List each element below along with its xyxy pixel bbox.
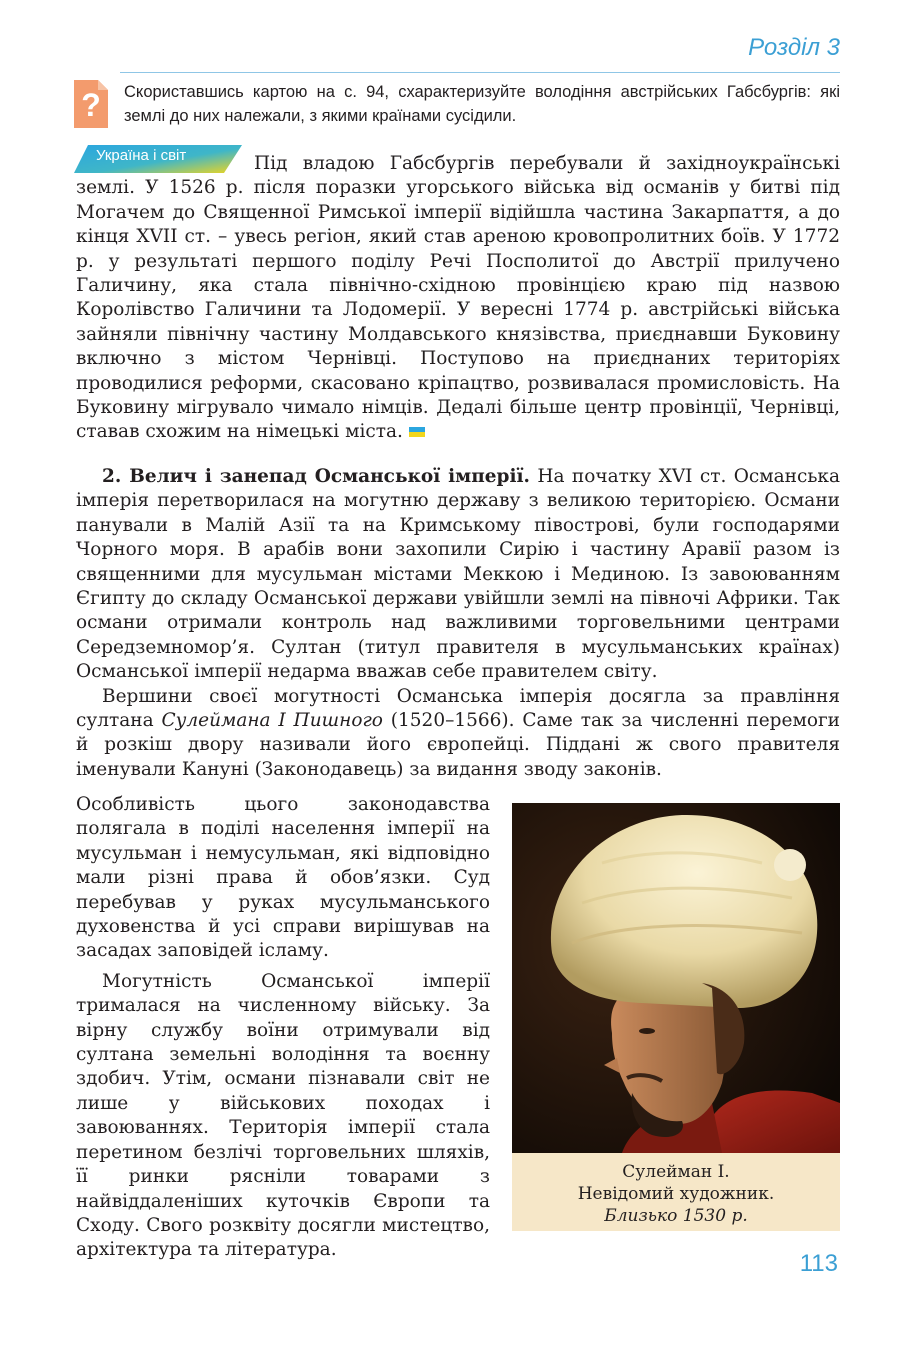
section-paragraph-2-end: (1520–1566). Саме так за численні перемоги й розкіш двору називали його європейці. Піддані ж свого правителя іменували Кануні (Законодавець) за видання зводу законів. <box>76 710 840 780</box>
ukraine-world-text: Під владою Габсбургів перебували й західноукраїнські землі. У 1526 р. після поразки угорського війська від османів у битві під Могачем до Священної Римської імперії відійшла частина Закарпаття, а до кінця XVII ст. – увесь регіон, який став ареною кровопролитних боїв. У 1772 р. у результаті першого поділу Речі Посполитої до Австрії прилучено Галичину, яка стала північно-східною провінцією краю під назвою Королівство Галичини та Лодомерії. У вересні 1774 р. австрійські війська зайняли північну частину Молдавського князівства, приєднавши Буковину включно з містом Чернівці. Поступово на приєднаних територіях проводилися реформи, скасовано кріпацтво, розвивалася промисловість. На Буковину мігрувало чимало німців. Дедалі більше центр провінції, Чернівці, ставав схожим на німецькі міста. <box>76 153 840 443</box>
portrait-caption <box>512 1153 840 1231</box>
question-mark-icon <box>72 78 110 130</box>
page-number: 113 <box>799 1250 838 1277</box>
sultan-name: Сулеймана I Пишного <box>161 710 383 732</box>
chapter-label: Розділ 3 <box>748 34 840 61</box>
section-paragraph-2-continued: Особливість цього законодавства полягала в поділі населення імперії на мусульман і немусульман, які відповідно мали різні права й обов’язки. Суд перебував у руках мусульманського духовенства й усі справи вирішував на засадах заповідей ісламу. <box>76 794 490 962</box>
section-paragraph-1: На початку XVI ст. Османська імперія перетворилася на могутню державу з великою територією. Османи панували в Малій Азії та на Кримському півострові, були господарями Чорного моря. В арабів вони захопили Сирію і частину Аравії разом із священними для мусульман містами Меккою і Мединою. Із завоюванням Єгипту до складу Османської держави увійшли землі на півночі Африки. Так османи отримали контроль над важливими торговельними центрами Середземномор’я. Султан (титул правителя в мусульманських країнах) Османської імперії недарма вважав себе правителем світу. <box>76 466 840 683</box>
section-heading: 2. Велич і занепад Османської імперії. <box>102 466 530 487</box>
ukraine-world-block <box>76 152 840 445</box>
caption-artist: Невідомий художник. <box>577 1184 775 1204</box>
question-text: Скориставшись картою на с. 94, схарактеризуйте володіння австрійських Габсбургів: які землі до них належали, з якими країнами сусідили. <box>124 83 840 125</box>
svg-text:?: ? <box>81 87 101 123</box>
header-divider <box>120 72 840 73</box>
caption-date: Близько 1530 р. <box>604 1206 748 1226</box>
ukraine-flag-icon <box>409 427 425 437</box>
caption-name: Сулейман I. <box>622 1162 730 1182</box>
section-2-float-text <box>76 793 490 1263</box>
section-2 <box>76 465 840 782</box>
suleiman-portrait <box>512 803 840 1153</box>
portrait-illustration <box>512 803 840 1153</box>
ukraine-world-badge-label: Україна і світ <box>96 147 187 164</box>
section-paragraph-3: Могутність Османської імперії трималася на численному війську. За вірну службу воїни отримували від султана земельні володіння та воєнну здобич. Утім, османи пізнавали світ не лише у військових походах і завоюваннях. Територія імперії стала перетином безлічі торговельних шляхів, її ринки рясніли товарами з найвіддаленіших куточків Європи та Сходу. Свого розквіту досягли мистецтво, архітектура та література. <box>76 970 490 1261</box>
section-paragraph-2-start: Вершини своєї могутності Османська імперія досягла за правління султана <box>76 685 840 732</box>
